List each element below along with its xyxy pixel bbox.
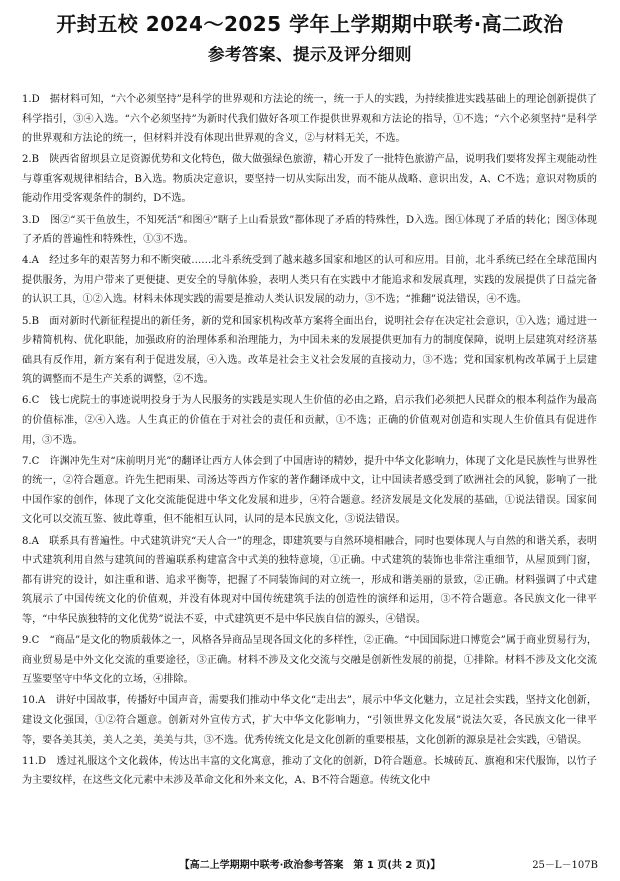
- answer-item-1: 1.D 据材料可知，“六个必须坚持”是科学的世界观和方法论的统一，统一于人的实践，为持续推进实践基础上的理论创新提供了科学指引，③④入选。“六个必须坚持”为新时代我们做好各项工作提供世界观和方法论的指导，①不选；“六个必须坚持”是科学的世界观和方法论的统一，但材料并没有体现出世界观的含义，②与材料无关，不选。: [22, 94, 597, 145]
- answer-item-8: 8.A 联系具有普遍性。中式建筑讲究“天人合一”的理念，即建筑要与自然环境相融合，同时也要体现人与自然的和谐关系，表明中式建筑利用自然与建筑间的普遍联系构建富含中式美的独特意境，①正确。中式建筑的装饰也非常注重细节，从屋顶到门窗，都有讲究的设计，如注重和谐、追求平衡等，把握了不同装饰间的对立统一，形成和谐美丽的景致，②正确。材料强调了中式建筑展示了中国传统文化的价值观，并没有体现对中国传统建筑手法的创造性的演绎和运用，③不符合题意。各民族文化一律平等，“中华民族独特的文化优势”说法不妥，中式建筑更不是中华民族自信的源头，④错误。: [22, 535, 597, 625]
- footer-doc-code: 25－L－107B: [532, 860, 598, 871]
- answer-item-10: 10.A 讲好中国故事，传播好中国声音，需要我们推动中华文化“走出去”，展示中华文化魅力，立足社会实践，坚持文化创新，建设文化强国，①②符合题意。创新对外宣传方式，扩大中华文化影响力，“引领世界文化发展”说法欠妥，各民族文化一律平等，要各美其美，美人之美，美美与共，③不选。优秀传统文化是文化创新的重要根基，文化创新的源泉是社会实践，④错误。: [22, 695, 597, 746]
- page-title: 开封五校 2024～2025 学年上学期期中联考·高二政治: [56, 12, 564, 36]
- answer-item-7: 7.C 许渊冲先生对“床前明月光”的翻译让西方人体会到了中国唐诗的精妙，提升中华文化影响力，体现了文化是民族性与世界性的统一，②符合题意。许先生把雨果、司汤达等西方作家的著作翻译成中文，让中国读者感受到了欧洲社会的风貌，影响了一批中国作家的创作，体现了文化交流能促进中华文化发展和进步，④符合题意。经济发展是文化发展的基础，①说法错误。国家间文化可以交流互鉴、彼此尊重，但不能相互认同，认同的是本民族文化，③说法错误。: [22, 455, 597, 526]
- answer-item-4: 4.A 经过多年的艰苦努力和不断突破……北斗系统受到了越来越多国家和地区的认可和应用。目前，北斗系统已经在全球范围内提供服务，为用户带来了更便捷、更安全的导航体验，表明人类只有在实践中才能追求和发展真理，实践的发展提供了日益完备的认识工具，①②入选。材料未体现实践的需要是推动人类认识发展的动力，③不选；“推翻”说法错误，④不选。: [22, 255, 597, 306]
- answer-item-9: 9.C “商品”是文化的物质载体之一，风格各异商品呈现各国文化的多样性，②正确。“中国国际进口博览会”属于商业贸易行为，商业贸易是中外文化交流的重要途径，③正确。材料不涉及文化交流与交融是创新性发展的前提，①排除。材料不涉及文化交流互鉴要坚守中华文化的立场，④排除。: [22, 635, 597, 686]
- answer-item-5: 5.B 面对新时代新征程提出的新任务，新的党和国家机构改革方案将全面出台，说明社会存在决定社会意识，①入选；通过进一步精简机构、优化职能，加强政府的治理体系和治理能力，为中国未来的发展提供更加有力的制度保障，说明上层建筑对经济基础具有反作用，新方案有利于促进发展，④入选。改革是社会主义社会发展的直接动力，③不选；党和国家机构改革属于上层建筑的调整而不是生产关系的调整，②不选。: [22, 315, 597, 386]
- answer-item-6: 6.C 钱七虎院士的事迹说明投身于为人民服务的实践是实现人生价值的必由之路，启示我们必须把人民群众的根本利益作为最高的价值标准，②④入选。人生真正的价值在于对社会的责任和贡献，①不选；正确的价值观对创造和实现人生价值具有促进作用，③不选。: [22, 395, 597, 446]
- page-subtitle: 参考答案、提示及评分细则: [208, 45, 412, 64]
- page-footer: [0, 856, 620, 870]
- footer-page-info: 【高二上学期期中联考·政治参考答案 第 1 页(共 2 页)】: [179, 860, 441, 871]
- answer-item-2: 2.B 陕西省留坝县立足资源优势和文化特色，做大做强绿色旅游，精心开发了一批特色旅游产品，说明我们要将发挥主观能动性与尊重客观规律相结合，B入选。物质决定意识，要坚持一切从实际出发，而不能从战略、意识出发，A、C不选；意识对物质的能动作用受客观条件的制约，D不选。: [22, 154, 597, 205]
- answer-list: [22, 90, 597, 792]
- answer-item-11: 11.D 透过礼服这个文化载体，传达出丰富的文化寓意，推动了文化的创新，D符合题意。长城砖瓦、旗袍和宋代服饰，以竹子为主要纹样，在这些文化元素中未涉及革命文化和外来文化，A、B不符合题意。传统文化中: [22, 755, 597, 787]
- answer-item-3: 3.D 图②“买干鱼放生，不知死活”和图④“瞎子上山看景致”都体现了矛盾的特殊性，D入选。图①体现了矛盾的转化；图③体现了矛盾的普遍性和特殊性，①③不选。: [22, 214, 597, 246]
